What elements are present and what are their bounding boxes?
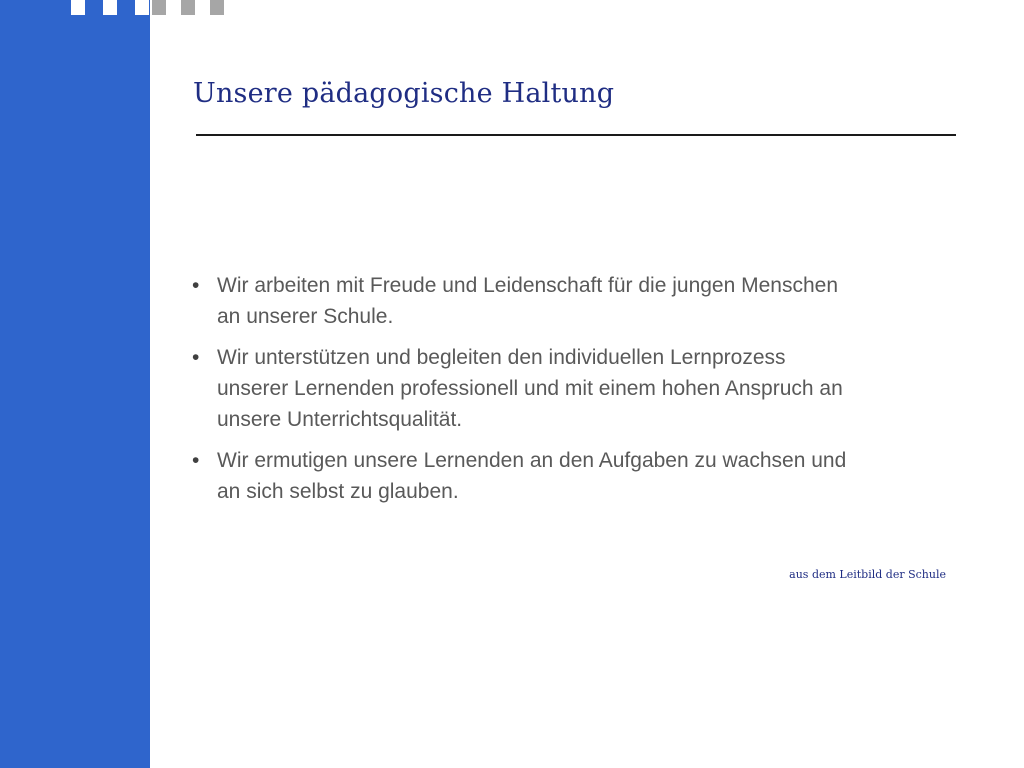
bullet-text: Wir unterstützen und begleiten den individuellen Lernprozess unserer Lernenden professionell und mit einem hohen Anspruch an unsere Unterrichtsqualität. (217, 346, 843, 431)
slide-title: Unsere pädagogische Haltung (193, 78, 615, 109)
title-underline (196, 134, 956, 136)
top-square-decoration (0, 0, 240, 15)
gray-square-icon (152, 0, 166, 15)
bullet-item (190, 445, 850, 507)
gray-square-icon (181, 0, 195, 15)
sidebar-band (0, 0, 150, 768)
white-square-icon (135, 0, 149, 15)
white-square-icon (71, 0, 85, 15)
gray-square-icon (210, 0, 224, 15)
bullet-item (190, 270, 850, 332)
white-square-icon (103, 0, 117, 15)
bullet-item (190, 342, 850, 435)
bullet-icon: • (192, 346, 200, 369)
bullet-text: Wir ermutigen unsere Lernenden an den Aufgaben zu wachsen und an sich selbst zu glauben. (217, 449, 847, 503)
bullet-list (190, 270, 850, 517)
bullet-text: Wir arbeiten mit Freude und Leidenschaft für die jungen Menschen an unserer Schule. (217, 274, 839, 328)
source-note: aus dem Leitbild der Schule (789, 568, 946, 581)
bullet-icon: • (192, 449, 200, 472)
bullet-icon: • (192, 274, 200, 297)
